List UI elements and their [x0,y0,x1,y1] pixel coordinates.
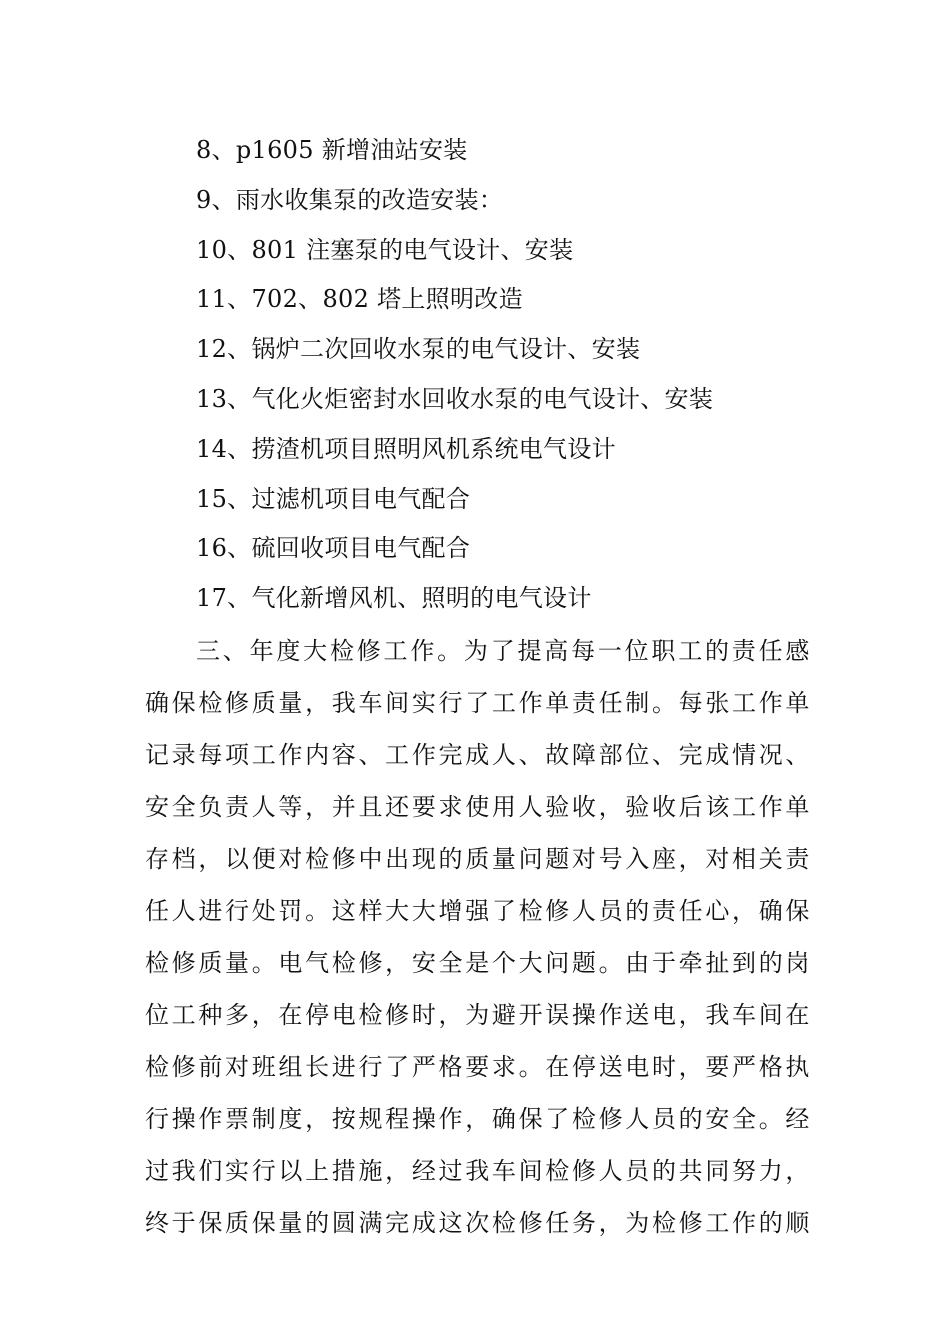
paragraph-line: 安全负责人等，并且还要求使用人验收，验收后该工作单 [145,793,810,821]
paragraph-line: 三、年度大检修工作。为了提高每一位职工的责任感 [196,637,810,665]
overhaul-paragraph [145,625,810,1249]
list-item: 13、气化火炬密封水回收水泵的电气设计、安装 [196,384,714,413]
project-list [196,128,836,626]
list-item: 15、过滤机项目电气配合 [196,484,471,513]
paragraph-line: 记录每项工作内容、工作完成人、故障部位、完成情况、 [145,741,810,769]
list-item: 10、801 注塞泵的电气设计、安装 [196,235,574,264]
list-item: 9、雨水收集泵的改造安装： [196,185,504,214]
paragraph-line: 存档，以便对检修中出现的质量问题对号入座，对相关责 [145,845,810,873]
list-item: 12、锅炉二次回收水泵的电气设计、安装 [196,335,641,364]
list-item: 17、气化新增风机、照明的电气设计 [196,584,592,613]
paragraph-line: 行操作票制度，按规程操作，确保了检修人员的安全。经 [145,1105,810,1133]
paragraph-line: 位工种多，在停电检修时，为避开误操作送电，我车间在 [145,1001,810,1029]
paragraph-line: 终于保质保量的圆满完成这次检修任务，为检修工作的顺 [145,1209,810,1237]
paragraph-line: 过我们实行以上措施，经过我车间检修人员的共同努力， [145,1157,810,1185]
list-item: 16、硫回收项目电气配合 [196,534,471,563]
paragraph-line: 任人进行处罚。这样大大增强了检修人员的责任心，确保 [145,897,810,925]
list-item: 8、p1605 新增油站安装 [196,136,468,164]
paragraph-line: 检修质量。电气检修，安全是个大问题。由于牵扯到的岗 [145,949,810,977]
paragraph-line: 检修前对班组长进行了严格要求。在停送电时，要严格执 [145,1053,810,1081]
paragraph-line: 确保检修质量，我车间实行了工作单责任制。每张工作单 [145,689,810,717]
list-item: 11、702、802 塔上照明改造 [196,285,523,314]
list-item: 14、捞渣机项目照明风机系统电气设计 [196,434,616,463]
